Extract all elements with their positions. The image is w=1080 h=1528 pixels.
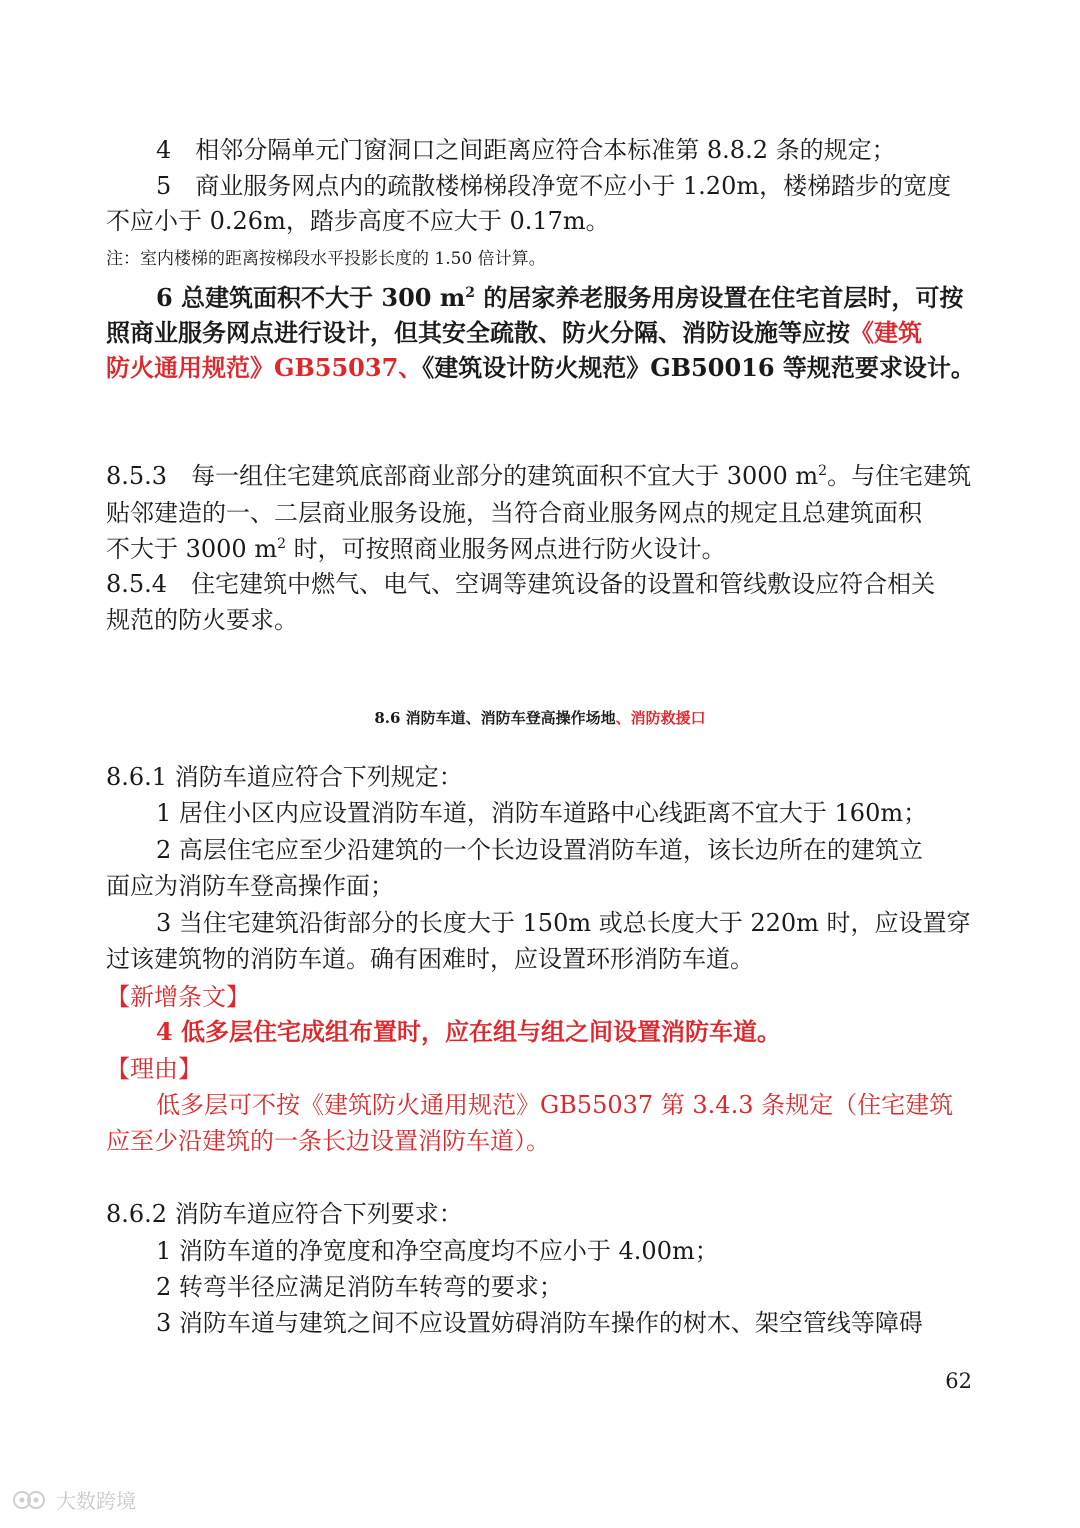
- clause-861-item-3-line1: 3 当住宅建筑沿街部分的长度大于 150m 或总长度大于 220m 时，应设置穿: [156, 909, 971, 937]
- section-heading-red-text: 、消防救援口: [615, 709, 706, 727]
- superscript-2: 2: [465, 285, 476, 301]
- item-6-text-c: 照商业服务网点进行设计，但其安全疏散、防火分隔、消防设施等应按: [106, 318, 850, 347]
- clause-861-item-2-line1: 2 高层住宅应至少沿建筑的一个长边设置消防车道，该长边所在的建筑立: [156, 836, 923, 864]
- watermark-text: 大数跨境: [56, 1489, 136, 1513]
- item-5-line1: 5 商业服务网点内的疏散楼梯梯段净宽不应小于 1.20m，楼梯踏步的宽度: [156, 172, 952, 200]
- item-4: 4 相邻分隔单元门窗洞口之间距离应符合本标准第 8.8.2 条的规定；: [156, 136, 896, 164]
- clause-853-text-a: 8.5.3 每一组住宅建筑底部商业部分的建筑面积不宜大于 3000 m: [106, 462, 819, 490]
- clause-862-item-1: 1 消防车道的净宽度和净空高度均不应小于 4.00m；: [156, 1237, 719, 1265]
- clause-862-item-3: 3 消防车道与建筑之间不应设置妨碍消防车操作的树木、架空管线等障碍: [156, 1309, 923, 1337]
- item-5-line2: 不应小于 0.26m，踏步高度不应大于 0.17m。: [106, 207, 610, 235]
- clause-861-item-2-line2: 面应为消防车登高操作面；: [106, 872, 394, 900]
- watermark-logo-icon: [12, 1487, 50, 1513]
- superscript-2: 2: [277, 536, 287, 552]
- item-6-text-d: 《建筑设计防火规范》GB50016 等规范要求设计。: [422, 353, 975, 382]
- clause-861-item-3-line2: 过该建筑物的消防车道。确有困难时，应设置环形消防车道。: [106, 945, 754, 973]
- item-6-text-a: 6 总建筑面积不大于 300 m: [156, 283, 466, 312]
- item-6-text-b: 的居家养老服务用房设置在住宅首层时，可按: [475, 283, 964, 312]
- section-heading: [0, 706, 1080, 730]
- item-6-red-text-a: 《建筑: [850, 318, 922, 347]
- clause-853-text-c: 不大于 3000 m: [106, 535, 278, 563]
- clause-862-head: 8.6.2 消防车道应符合下列要求：: [106, 1200, 463, 1228]
- section-heading-text: 8.6 消防车道、消防车登高操作场地: [374, 709, 616, 727]
- page-number: 62: [945, 1369, 972, 1393]
- item-6-line3: [106, 351, 976, 385]
- reason-line2: 应至少沿建筑的一条长边设置消防车道）。: [106, 1127, 550, 1155]
- reason-line1: 低多层可不按《建筑防火通用规范》GB55037 第 3.4.3 条规定（住宅建筑: [156, 1091, 954, 1119]
- item-6-line1: [156, 281, 976, 315]
- clause-861-head: 8.6.1 消防车道应符合下列规定：: [106, 763, 463, 791]
- clause-853-line2: 贴邻建造的一、二层商业服务设施，当符合商业服务网点的规定且总建筑面积: [106, 499, 922, 527]
- watermark: [12, 1485, 136, 1514]
- new-clause-label: 【新增条文】: [106, 983, 250, 1011]
- clause-862-item-2: 2 转弯半径应满足消防车转弯的要求；: [156, 1273, 563, 1301]
- clause-853-line3: [106, 532, 976, 566]
- item-6-red-text-b: 防火通用规范》GB55037、: [106, 353, 423, 382]
- superscript-2: 2: [818, 463, 828, 479]
- reason-label: 【理由】: [106, 1055, 202, 1083]
- new-clause-text: 4 低多层住宅成组布置时，应在组与组之间设置消防车道。: [156, 1017, 782, 1046]
- clause-853-text-d: 时，可按照商业服务网点进行防火设计。: [286, 535, 726, 563]
- item-6-line2: [106, 316, 976, 350]
- clause-854-line2: 规范的防火要求。: [106, 606, 298, 634]
- clause-854-line1: 8.5.4 住宅建筑中燃气、电气、空调等建筑设备的设置和管线敷设应符合相关: [106, 570, 936, 598]
- clause-853-text-b: 。与住宅建筑: [827, 462, 972, 490]
- clause-853-line1: [106, 459, 976, 493]
- note: 注：室内楼梯的距离按梯段水平投影长度的 1.50 倍计算。: [106, 249, 546, 269]
- clause-861-item-1: 1 居住小区内应设置消防车道，消防车道路中心线距离不宜大于 160m；: [156, 799, 928, 827]
